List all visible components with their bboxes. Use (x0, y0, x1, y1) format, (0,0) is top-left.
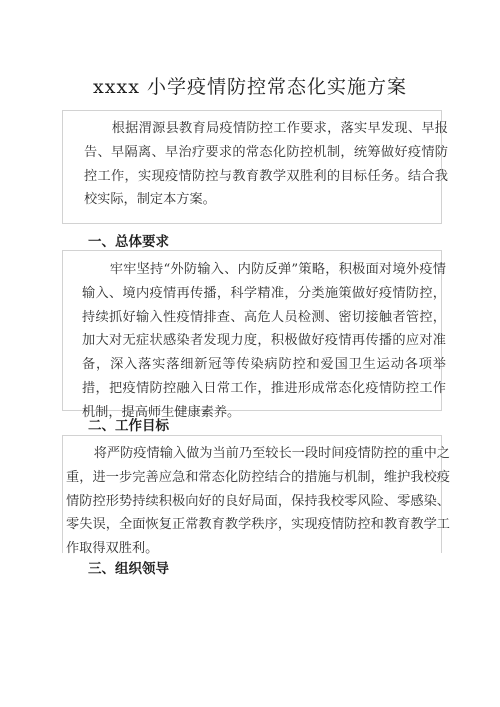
intro-paragraph: 根据渭源县教育局疫情防控工作要求，落实早发现、早报告、早隔离、早治疗要求的常态化防控机制，统筹做好疫情防控工作，实现疫情防控与教育教学双胜利的目标任务。结合我校实际，制定本方案。 (84, 121, 448, 208)
section-heading-work-goals: 二、工作目标 (88, 418, 169, 434)
section-body-overall-requirements: 牢牢坚持“外防输入、内防反弹”策略，积极面对境外疫情输入、境内疫情再传播，科学精准，分类施策做好疫情防控，持续抓好输入性疫情排查、高危人员检测、密切接触者管控，加大对无症状感染者发现力度，积极做好疫情再传播的应对准备，深入落实落细新冠等传染病防控和爱国卫生运动各项举措，把疫情防控融入日常工作，推进形成常态化疫情防控工作机制，提高师生健康素养。 (82, 262, 446, 420)
section-body-work-goals: 将严防疫情输入做为当前乃至较长一段时间疫情防控的重中之重，进一步完善应急和常态化防控结合的措施与机制，维护我校疫情防控形势持续积极向好的良好局面，保持我校零风险、零感染、零失误，全面恢复正常教育教学秩序，实现疫情防控和教育教学工作取得双胜利。 (66, 446, 450, 557)
section-heading-organization-leadership: 三、组织领导 (88, 561, 169, 577)
section-heading-overall-requirements: 一、总体要求 (88, 234, 169, 250)
document-title: xxxx 小学疫情防控常态化实施方案 (93, 76, 407, 98)
